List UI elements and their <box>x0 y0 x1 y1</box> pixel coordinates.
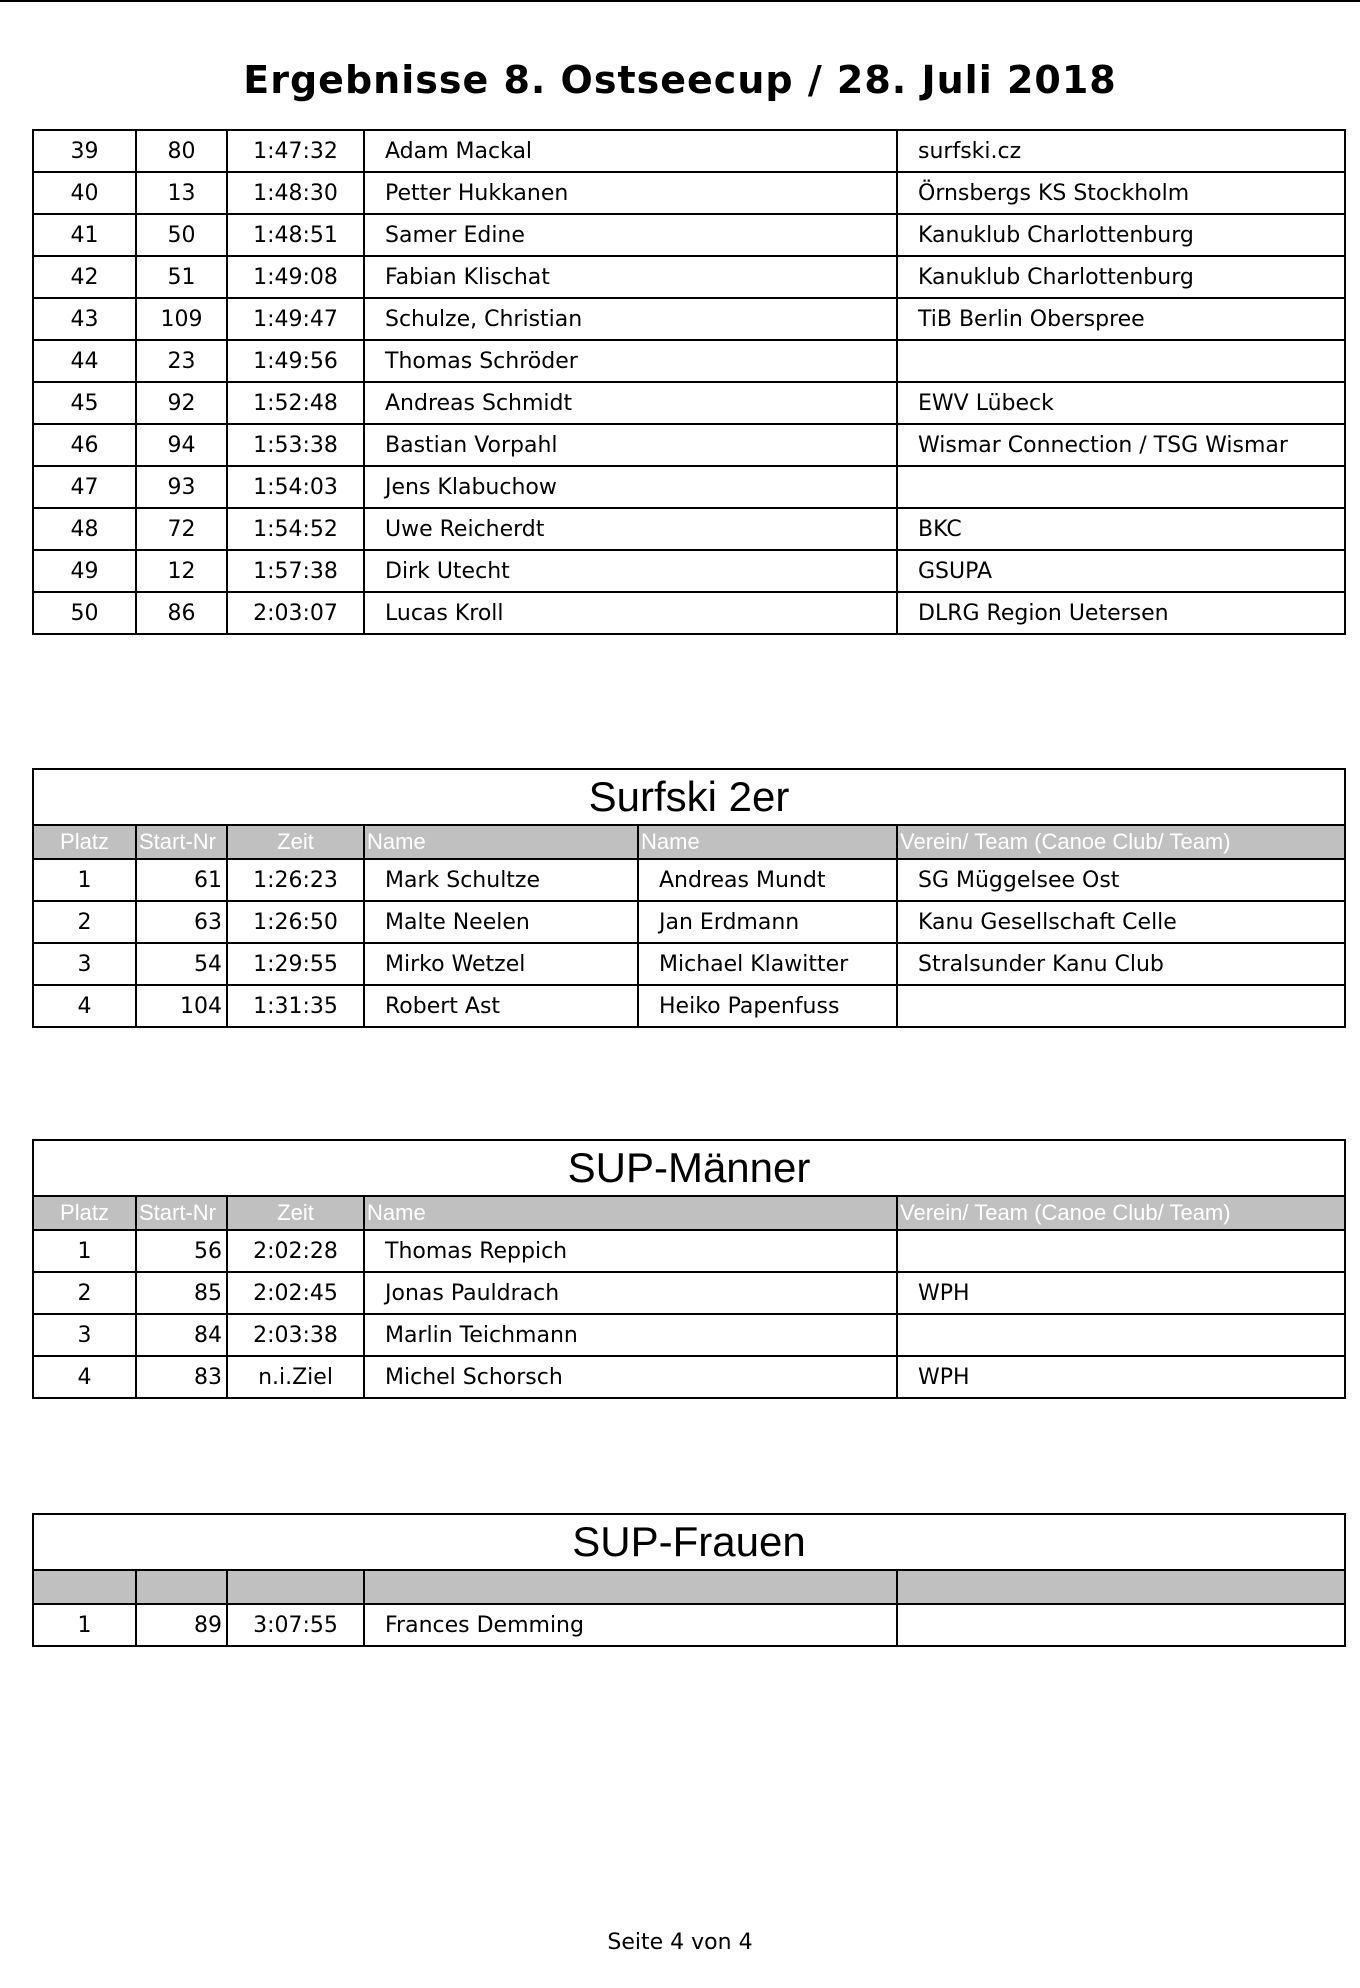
header-name: Name <box>364 825 638 859</box>
header-row <box>33 1570 1345 1604</box>
table-row <box>33 130 1345 172</box>
cell-verein: GSUPA <box>897 550 1345 592</box>
cell-verein: DLRG Region Uetersen <box>897 592 1345 634</box>
cell-platz: 39 <box>33 130 136 172</box>
cell-verein <box>897 985 1345 1027</box>
cell-zeit: 1:31:35 <box>227 985 364 1027</box>
cell-platz: 46 <box>33 424 136 466</box>
cell-zeit: 1:57:38 <box>227 550 364 592</box>
cell-platz: 3 <box>33 1314 136 1356</box>
cell-verein: Kanuklub Charlottenburg <box>897 256 1345 298</box>
table-row <box>33 256 1345 298</box>
cell-name: Mark Schultze <box>364 859 638 901</box>
section-title: SUP-Frauen <box>33 1514 1345 1570</box>
table-row <box>33 901 1345 943</box>
cell-platz: 50 <box>33 592 136 634</box>
cell-platz: 47 <box>33 466 136 508</box>
header-cell <box>897 1570 1345 1604</box>
cell-name: Schulze, Christian <box>364 298 897 340</box>
table-row <box>33 1230 1345 1272</box>
table-row <box>33 340 1345 382</box>
cell-name: Bastian Vorpahl <box>364 424 897 466</box>
cell-platz: 49 <box>33 550 136 592</box>
cell-zeit: 1:53:38 <box>227 424 364 466</box>
table-row <box>33 1356 1345 1398</box>
cell-verein: WPH <box>897 1356 1345 1398</box>
cell-verein: Stralsunder Kanu Club <box>897 943 1345 985</box>
cell-verein <box>897 340 1345 382</box>
cell-zeit: 1:48:51 <box>227 214 364 256</box>
header-name-2: Name <box>638 825 897 859</box>
section-title: SUP-Männer <box>33 1140 1345 1196</box>
cell-verein: Örnsbergs KS Stockholm <box>897 172 1345 214</box>
cell-name-2: Andreas Mundt <box>638 859 897 901</box>
cell-zeit: 2:02:45 <box>227 1272 364 1314</box>
cell-verein: Kanu Gesellschaft Celle <box>897 901 1345 943</box>
table-row <box>33 508 1345 550</box>
cell-start-nr: 85 <box>136 1272 227 1314</box>
table-row <box>33 985 1345 1027</box>
cell-platz: 2 <box>33 1272 136 1314</box>
cell-verein: Kanuklub Charlottenburg <box>897 214 1345 256</box>
cell-start-nr: 61 <box>136 859 227 901</box>
cell-platz: 1 <box>33 859 136 901</box>
header-platz: Platz <box>33 825 136 859</box>
cell-start-nr: 80 <box>136 130 227 172</box>
cell-zeit: 1:52:48 <box>227 382 364 424</box>
table-row <box>33 298 1345 340</box>
cell-verein: WPH <box>897 1272 1345 1314</box>
cell-start-nr: 13 <box>136 172 227 214</box>
cell-platz: 41 <box>33 214 136 256</box>
cell-name: Malte Neelen <box>364 901 638 943</box>
cell-verein <box>897 1604 1345 1646</box>
cell-start-nr: 51 <box>136 256 227 298</box>
results-rows <box>33 1230 1345 1398</box>
cell-platz: 45 <box>33 382 136 424</box>
cell-start-nr: 93 <box>136 466 227 508</box>
results-rows <box>33 1604 1345 1646</box>
table-row <box>33 214 1345 256</box>
document-title: Ergebnisse 8. Ostseecup / 28. Juli 2018 <box>243 58 1117 102</box>
table-row <box>33 382 1345 424</box>
cell-name: Michel Schorsch <box>364 1356 897 1398</box>
cell-name: Robert Ast <box>364 985 638 1027</box>
cell-zeit: 3:07:55 <box>227 1604 364 1646</box>
header-verein: Verein/ Team (Canoe Club/ Team) <box>897 1196 1345 1230</box>
cell-verein: TiB Berlin Oberspree <box>897 298 1345 340</box>
results-rows <box>33 859 1345 1027</box>
header-name: Name <box>364 1196 897 1230</box>
table-row <box>33 1314 1345 1356</box>
header-row <box>33 1196 1345 1230</box>
cell-name: Andreas Schmidt <box>364 382 897 424</box>
cell-zeit: 1:29:55 <box>227 943 364 985</box>
cell-name-2: Heiko Papenfuss <box>638 985 897 1027</box>
section-title-row <box>33 769 1345 825</box>
cell-start-nr: 89 <box>136 1604 227 1646</box>
cell-start-nr: 72 <box>136 508 227 550</box>
cell-name: Mirko Wetzel <box>364 943 638 985</box>
cell-start-nr: 63 <box>136 901 227 943</box>
table-row <box>33 859 1345 901</box>
cell-name: Jens Klabuchow <box>364 466 897 508</box>
header-cell <box>33 1570 136 1604</box>
cell-platz: 42 <box>33 256 136 298</box>
cell-zeit: 1:26:23 <box>227 859 364 901</box>
cell-platz: 4 <box>33 985 136 1027</box>
cell-name: Marlin Teichmann <box>364 1314 897 1356</box>
cell-platz: 43 <box>33 298 136 340</box>
header-platz: Platz <box>33 1196 136 1230</box>
section-title-row <box>33 1514 1345 1570</box>
cell-platz: 2 <box>33 901 136 943</box>
cell-start-nr: 104 <box>136 985 227 1027</box>
table-row <box>33 592 1345 634</box>
header-cell <box>227 1570 364 1604</box>
cell-start-nr: 83 <box>136 1356 227 1398</box>
cell-zeit: 1:26:50 <box>227 901 364 943</box>
cell-start-nr: 92 <box>136 382 227 424</box>
cell-verein: Wismar Connection / TSG Wismar <box>897 424 1345 466</box>
cell-name: Adam Mackal <box>364 130 897 172</box>
table-row <box>33 550 1345 592</box>
cell-verein: EWV Lübeck <box>897 382 1345 424</box>
cell-zeit: 1:47:32 <box>227 130 364 172</box>
table-row <box>33 1604 1345 1646</box>
cell-start-nr: 109 <box>136 298 227 340</box>
cell-start-nr: 54 <box>136 943 227 985</box>
header-zeit: Zeit <box>227 825 364 859</box>
section-title: Surfski 2er <box>33 769 1345 825</box>
cell-verein: surfski.cz <box>897 130 1345 172</box>
cell-start-nr: 12 <box>136 550 227 592</box>
header-start-nr: Start-Nr <box>136 1196 227 1230</box>
header-cell <box>364 1570 897 1604</box>
cell-start-nr: 23 <box>136 340 227 382</box>
header-cell <box>136 1570 227 1604</box>
top-rule <box>0 0 1360 2</box>
table-row <box>33 1272 1345 1314</box>
cell-name: Thomas Reppich <box>364 1230 897 1272</box>
header-row <box>33 825 1345 859</box>
cell-platz: 44 <box>33 340 136 382</box>
cell-name: Lucas Kroll <box>364 592 897 634</box>
cell-verein: BKC <box>897 508 1345 550</box>
cell-verein <box>897 1314 1345 1356</box>
results-table-sup-maenner <box>32 1139 1346 1399</box>
section-title-row <box>33 1140 1345 1196</box>
cell-name: Petter Hukkanen <box>364 172 897 214</box>
cell-name-2: Jan Erdmann <box>638 901 897 943</box>
cell-zeit: 1:49:08 <box>227 256 364 298</box>
cell-zeit: 2:03:07 <box>227 592 364 634</box>
table-row <box>33 466 1345 508</box>
cell-start-nr: 50 <box>136 214 227 256</box>
cell-name: Fabian Klischat <box>364 256 897 298</box>
cell-platz: 3 <box>33 943 136 985</box>
cell-zeit: n.i.Ziel <box>227 1356 364 1398</box>
cell-zeit: 1:54:52 <box>227 508 364 550</box>
table-row <box>33 943 1345 985</box>
cell-name: Jonas Pauldrach <box>364 1272 897 1314</box>
table-row <box>33 172 1345 214</box>
cell-zeit: 2:03:38 <box>227 1314 364 1356</box>
cell-platz: 1 <box>33 1230 136 1272</box>
cell-platz: 1 <box>33 1604 136 1646</box>
cell-zeit: 1:49:56 <box>227 340 364 382</box>
cell-verein <box>897 466 1345 508</box>
cell-zeit: 1:49:47 <box>227 298 364 340</box>
results-table-surfski-2er <box>32 768 1346 1028</box>
results-table-sup-frauen <box>32 1513 1346 1647</box>
cell-verein: SG Müggelsee Ost <box>897 859 1345 901</box>
cell-zeit: 1:48:30 <box>227 172 364 214</box>
cell-start-nr: 94 <box>136 424 227 466</box>
header-zeit: Zeit <box>227 1196 364 1230</box>
cell-verein <box>897 1230 1345 1272</box>
cell-start-nr: 84 <box>136 1314 227 1356</box>
cell-platz: 48 <box>33 508 136 550</box>
cell-name: Thomas Schröder <box>364 340 897 382</box>
table-row <box>33 424 1345 466</box>
cell-name: Samer Edine <box>364 214 897 256</box>
cell-start-nr: 86 <box>136 592 227 634</box>
page-number: Seite 4 von 4 <box>607 1930 753 1955</box>
results-table-continuation <box>32 129 1346 635</box>
cell-name-2: Michael Klawitter <box>638 943 897 985</box>
cell-platz: 4 <box>33 1356 136 1398</box>
cell-name: Uwe Reicherdt <box>364 508 897 550</box>
cell-start-nr: 56 <box>136 1230 227 1272</box>
cell-name: Dirk Utecht <box>364 550 897 592</box>
cell-zeit: 2:02:28 <box>227 1230 364 1272</box>
cell-name: Frances Demming <box>364 1604 897 1646</box>
cell-platz: 40 <box>33 172 136 214</box>
cell-zeit: 1:54:03 <box>227 466 364 508</box>
header-start-nr: Start-Nr <box>136 825 227 859</box>
results-rows <box>33 130 1345 634</box>
header-verein: Verein/ Team (Canoe Club/ Team) <box>897 825 1345 859</box>
